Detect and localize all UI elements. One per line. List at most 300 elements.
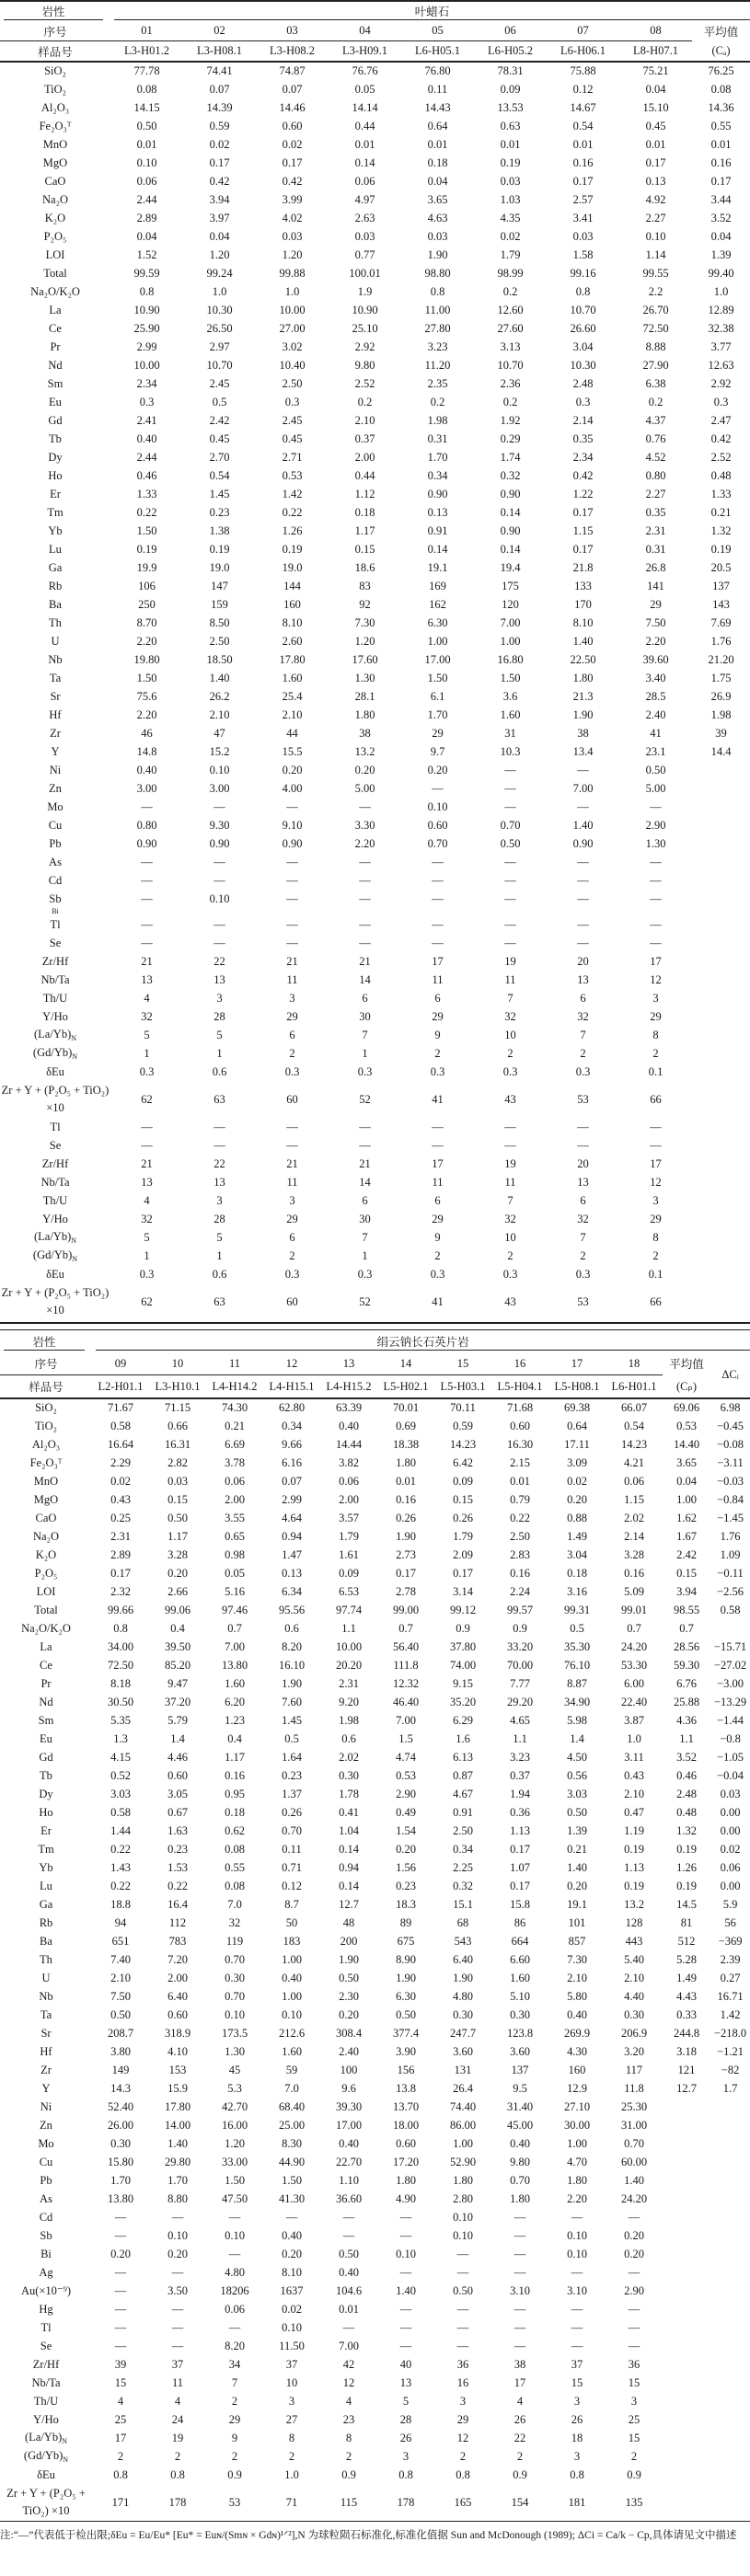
cell-value: 9.5 — [513, 2081, 527, 2095]
cell-value: — — [628, 2210, 640, 2224]
row-label-text: LOI — [45, 247, 65, 261]
cell-value: 1.40 — [396, 2283, 416, 2297]
cell-value: 12.9 — [567, 2081, 587, 2095]
cell-value: 1.0 — [713, 284, 729, 298]
row-label-text: Sm — [47, 376, 63, 390]
cell-value: 42 — [342, 2357, 355, 2371]
row-label — [0, 2374, 92, 2392]
cell-value: 30 — [359, 1009, 371, 1023]
row-label-text: Cu — [48, 818, 63, 832]
cell-value: 1 — [144, 1046, 150, 1060]
cell-value: −0.8 — [720, 1731, 741, 1745]
cell-value: 0.94 — [339, 1860, 359, 1874]
cell-value — [692, 1283, 750, 1320]
row-label — [0, 1748, 92, 1766]
cell-value — [692, 1118, 750, 1136]
cell-value: 52.40 — [107, 2099, 134, 2113]
cell-value: 0.6 — [284, 1621, 299, 1635]
cell-value: 1.40 — [209, 671, 230, 684]
cell-value: 115 — [340, 2495, 358, 2509]
cell-value: 4.50 — [567, 1750, 587, 1764]
row-label — [0, 2392, 92, 2410]
cell-value: 3.44 — [710, 192, 732, 206]
row-label — [0, 1877, 92, 1895]
cell-value: 0.20 — [282, 2247, 302, 2260]
cell-value: 0.17 — [110, 1566, 131, 1580]
cell-value: 14.5 — [676, 1897, 697, 1911]
cell-value: 1.0 — [212, 284, 227, 298]
row-label — [0, 742, 110, 761]
cell-value: — — [513, 2320, 526, 2334]
cell-value: — — [577, 1120, 589, 1133]
cell-value: 2.10 — [282, 707, 303, 721]
cell-value: — — [504, 1120, 516, 1133]
cell-value — [710, 2392, 750, 2410]
cell-value: 0.60 — [167, 2007, 188, 2021]
row-label — [0, 2429, 92, 2447]
cell-value: 10 — [285, 2375, 298, 2389]
cell-value: 53 — [577, 1092, 589, 1106]
cell-value — [663, 2374, 710, 2392]
table-row — [0, 466, 750, 485]
cell-value: 0.90 — [136, 836, 157, 850]
cell-value: 0.54 — [209, 468, 230, 482]
cell-value: 2.63 — [354, 211, 375, 224]
cell-value: 1 — [216, 1046, 223, 1060]
row-label-text: Eu — [49, 395, 62, 408]
cell-value: 71.67 — [107, 1401, 134, 1414]
table-row — [0, 2024, 750, 2042]
cell-value: — — [114, 2302, 127, 2316]
cell-value: 0.3 — [713, 395, 729, 408]
cell-value: 3.02 — [282, 339, 303, 353]
cell-value: 2.71 — [282, 450, 303, 464]
cell-value: 24.20 — [620, 2191, 648, 2205]
cell-value: 0.19 — [624, 1842, 644, 1856]
cell-value — [692, 798, 750, 816]
cell-value: 20.5 — [710, 560, 732, 574]
table-row — [0, 890, 750, 908]
cell-value: 3 — [289, 991, 295, 1005]
cell-value: 37.80 — [449, 1639, 477, 1653]
row-label-text: Ce — [49, 321, 62, 335]
cell-value: 0.20 — [624, 2228, 644, 2242]
cell-value: 0.91 — [453, 1805, 473, 1819]
cell-value: 36.60 — [335, 2191, 363, 2205]
cell-value: 0.40 — [136, 763, 157, 776]
cell-value: 0.48 — [710, 468, 732, 482]
cell-value: 0.2 — [430, 395, 445, 408]
cell-value: 0.2 — [357, 395, 373, 408]
cell-value: — — [141, 855, 153, 868]
cell-value: 17.11 — [564, 1437, 590, 1451]
row-label — [0, 614, 110, 632]
cell-value: 7.77 — [510, 1676, 530, 1690]
cell-value — [663, 2134, 710, 2153]
cell-value: 3 — [216, 1193, 223, 1207]
row-label — [0, 1155, 110, 1173]
cell-value: 0.17 — [453, 1566, 473, 1580]
cell-value: 26.4 — [453, 2081, 473, 2095]
cell-value: 1.15 — [624, 1492, 644, 1506]
cell-value: 18.50 — [206, 652, 233, 666]
cell-value: 18.38 — [392, 1437, 420, 1451]
cell-value: 178 — [397, 2495, 415, 2509]
cell-value: 32 — [504, 1212, 516, 1225]
cell-value: 3.14 — [453, 1584, 473, 1598]
cell-value — [692, 1136, 750, 1155]
cell-value: 0.33 — [676, 2007, 697, 2021]
cell-value: 1.98 — [339, 1713, 359, 1727]
cell-value — [692, 989, 750, 1007]
cell-value: 0.50 — [339, 2247, 359, 2260]
cell-value: 244.8 — [673, 2026, 700, 2040]
cell-value: 29 — [286, 1009, 298, 1023]
cell-value: 4 — [345, 2394, 352, 2408]
cell-value: 123.8 — [506, 2026, 534, 2040]
cell-value: 1.6 — [456, 1731, 470, 1745]
cell-value: 6 — [580, 1193, 586, 1207]
cell-value: 68 — [456, 1915, 469, 1929]
row-label — [0, 209, 110, 227]
cell-value: — — [228, 2247, 241, 2260]
cell-value — [710, 2116, 750, 2134]
table-row — [0, 540, 750, 558]
cell-value: 17 — [432, 954, 444, 968]
row-label-text: Tb — [40, 1768, 52, 1782]
cell-value: 2.10 — [354, 413, 375, 427]
cell-value: 17 — [513, 2375, 526, 2389]
row-label — [0, 1803, 92, 1822]
cell-value: 269.9 — [563, 2026, 591, 2040]
table-row — [0, 209, 750, 227]
cell-value: 8.70 — [136, 615, 157, 629]
cell-value: 72.50 — [107, 1658, 134, 1672]
cell-value: 9.66 — [282, 1437, 302, 1451]
cell-value: 0.50 — [339, 1971, 359, 1984]
row-label-text: Fe₂O₃ᵀ — [39, 119, 72, 132]
row-label-text: Tl — [50, 917, 61, 931]
cell-value: 0.22 — [110, 1842, 131, 1856]
cell-value: 0.58 — [110, 1805, 131, 1819]
cell-value: 0.42 — [282, 174, 303, 188]
column-number: 17 — [548, 1352, 606, 1375]
cell-value: 8 — [652, 1230, 659, 1244]
cell-value: 94 — [114, 1915, 127, 1929]
cell-value: 1.00 — [567, 2136, 587, 2150]
cell-value: 62 — [141, 1092, 153, 1106]
cell-value: 0.3 — [284, 1267, 300, 1281]
cell-value: — — [286, 799, 298, 813]
cell-value: 0.70 — [225, 1952, 245, 1966]
cell-value: 98.99 — [497, 266, 524, 280]
cell-value: 0.14 — [500, 505, 521, 519]
table-row — [0, 62, 750, 80]
cell-value — [663, 2263, 710, 2282]
row-label — [0, 1711, 92, 1730]
cell-value: 153 — [168, 2063, 187, 2076]
table-row — [0, 1417, 750, 1435]
cell-value: 1.13 — [624, 1860, 644, 1874]
cell-value: 0.90 — [500, 487, 521, 500]
cell-value: 3.04 — [572, 339, 594, 353]
cell-value: 1.1 — [679, 1731, 694, 1745]
cell-value: 0.44 — [354, 468, 375, 482]
table-row — [0, 834, 750, 853]
table-row — [0, 2392, 750, 2410]
table-row — [0, 1932, 750, 1950]
cell-value: 3.11 — [624, 1750, 644, 1764]
cell-value: 0.60 — [396, 2136, 416, 2150]
row-label-text: Sr — [40, 2026, 52, 2040]
cell-value: 0.17 — [510, 1842, 530, 1856]
cell-value: 0.32 — [500, 468, 521, 482]
cell-value: 41 — [432, 1294, 444, 1308]
cell-value — [710, 2263, 750, 2282]
cell-value: 119 — [225, 1934, 244, 1948]
cell-value: 1.00 — [500, 634, 521, 648]
cell-value: 2.41 — [136, 413, 157, 427]
cell-value: 1.45 — [282, 1713, 302, 1727]
cell-value: 131 — [454, 2063, 472, 2076]
cell-value: 15.1 — [453, 1897, 473, 1911]
row-label-text: CaO — [35, 1511, 57, 1524]
cell-value: 10.3 — [500, 744, 521, 758]
cell-value: 21.20 — [708, 652, 734, 666]
cell-value: — — [577, 1138, 589, 1152]
cell-value: 1.44 — [110, 1823, 131, 1837]
cell-value — [663, 2429, 710, 2447]
cell-value: 0.35 — [572, 431, 594, 445]
cell-value: 0.60 — [167, 1768, 188, 1782]
cell-value: 8.10 — [282, 615, 303, 629]
row-label — [0, 2355, 92, 2374]
cell-value: 0.88 — [567, 1511, 587, 1524]
cell-value: 0.3 — [502, 1267, 518, 1281]
cell-value: 0.01 — [572, 137, 594, 151]
row-label — [0, 1228, 110, 1247]
cell-value: 0.56 — [567, 1768, 587, 1782]
cell-value: 2.92 — [710, 376, 732, 390]
row-label — [0, 1472, 92, 1490]
cell-value: 206.9 — [620, 2026, 648, 2040]
row-label — [0, 1987, 92, 2006]
cell-value: 0.19 — [624, 1879, 644, 1892]
cell-value: 5.00 — [354, 781, 375, 795]
cell-value: 62.80 — [278, 1401, 306, 1414]
cell-value: 13.4 — [572, 744, 594, 758]
cell-value: 0.59 — [209, 119, 230, 132]
cell-value: 2 — [434, 1046, 441, 1060]
sample-id: L4-H14.2 — [206, 1375, 263, 1399]
row-label-text: Sr — [50, 689, 61, 703]
cell-value: 0.08 — [225, 1842, 245, 1856]
cell-value — [692, 1007, 750, 1026]
cell-value: 0.01 — [500, 137, 521, 151]
table-row — [0, 1454, 750, 1472]
row-label-subscript: N — [72, 1255, 78, 1263]
row-label-text: Cd — [39, 2210, 53, 2224]
row-label — [0, 264, 110, 282]
cell-value: 0.8 — [113, 1621, 128, 1635]
cell-value: 6.20 — [225, 1695, 245, 1708]
row-label-text: Nb — [39, 1989, 53, 2003]
cell-value: 2 — [507, 1046, 513, 1060]
cell-value: 1.50 — [282, 2173, 302, 2187]
cell-value: 2.80 — [453, 2191, 473, 2205]
table-row — [0, 98, 750, 117]
row-label-text: Yb — [39, 1860, 53, 1874]
cell-value: 5 — [216, 1028, 223, 1041]
cell-value: 7.40 — [110, 1952, 131, 1966]
table-row — [0, 485, 750, 503]
cell-value: 47.50 — [221, 2191, 248, 2205]
row-label-text: Y — [51, 744, 60, 758]
cell-value: 2.20 — [136, 707, 157, 721]
cell-value: 8 — [345, 2431, 352, 2444]
row-label-text: (Gd/Yb) — [32, 1046, 73, 1059]
cell-value: 71 — [285, 2495, 298, 2509]
cell-value: — — [432, 855, 444, 868]
cell-value: 443 — [625, 1934, 643, 1948]
column-number: 07 — [547, 21, 619, 41]
row-label — [0, 834, 110, 853]
cell-value: 72.50 — [642, 321, 669, 335]
cell-value: 1.00 — [282, 1989, 302, 2003]
row-label-text: (La/Yb) — [33, 1230, 72, 1243]
table-row — [0, 1247, 750, 1265]
cell-value: 15 — [628, 2375, 640, 2389]
row-label — [0, 952, 110, 971]
cell-value: 3.09 — [567, 1455, 587, 1469]
cell-value: 2.02 — [339, 1750, 359, 1764]
cell-value: 19 — [504, 1156, 516, 1170]
row-label — [0, 338, 110, 356]
row-label — [0, 1619, 92, 1638]
cell-value: 3.78 — [225, 1455, 245, 1469]
cell-value: 0.01 — [427, 137, 448, 151]
cell-value: 0.11 — [427, 82, 448, 96]
row-label — [0, 1932, 92, 1950]
row-label-text: Th — [40, 1952, 52, 1966]
cell-value: 75.21 — [642, 64, 669, 77]
cell-value: 1 — [362, 1046, 368, 1060]
sample-id: L6-H01.1 — [606, 1375, 663, 1399]
cell-value: 98.55 — [673, 1603, 700, 1616]
cell-value — [710, 2355, 750, 2374]
cell-value: 2.29 — [110, 1455, 131, 1469]
cell-value: 21 — [141, 954, 153, 968]
row-label — [0, 503, 110, 522]
cell-value: 1.30 — [225, 2044, 245, 2058]
table-row — [0, 2447, 750, 2466]
table-row — [0, 1398, 750, 1417]
cell-value: 1.30 — [645, 836, 666, 850]
row-label — [0, 2208, 92, 2226]
table-row — [0, 154, 750, 172]
cell-value: 0.7 — [679, 1621, 694, 1635]
cell-value — [692, 779, 750, 798]
cell-value: −0.08 — [717, 1437, 744, 1451]
table-row — [0, 871, 750, 890]
row-label-text: Zr/Hf — [41, 1156, 69, 1170]
cell-value: 29 — [432, 1009, 444, 1023]
cell-value: 2.00 — [354, 450, 375, 464]
cell-value: 29 — [432, 726, 444, 740]
table-row — [0, 2484, 750, 2521]
table-row — [0, 952, 750, 971]
sample-id: L5-H03.1 — [434, 1375, 491, 1399]
row-label-text: Y — [41, 2081, 51, 2095]
cell-value: 41 — [650, 726, 662, 740]
cell-value: 0.53 — [282, 468, 303, 482]
cell-value: 0.12 — [572, 82, 594, 96]
cell-value: 7.30 — [567, 1952, 587, 1966]
cell-value: 0.06 — [225, 1474, 245, 1488]
row-label-text: P₂O₅ — [34, 1566, 58, 1580]
cell-value: 0.2 — [502, 284, 518, 298]
cell-value: 0.69 — [396, 1419, 416, 1432]
cell-value: 0.3 — [430, 1267, 445, 1281]
row-label — [0, 1398, 92, 1417]
row-label-text: Yb — [48, 523, 63, 537]
row-label-text: Se — [49, 1138, 62, 1152]
cell-value: 4 — [144, 1193, 150, 1207]
cell-value: 11.50 — [279, 2339, 305, 2352]
row-label-text: Fe₂O₃ᵀ — [29, 1455, 63, 1469]
cell-value: 2.10 — [624, 1971, 644, 1984]
row-label — [0, 172, 110, 190]
row-label — [0, 2079, 92, 2098]
cell-value: — — [504, 891, 516, 905]
cell-value: 0.10 — [167, 2228, 188, 2242]
cell-value: 0.9 — [513, 2467, 527, 2481]
cell-value: 75.6 — [136, 689, 157, 703]
cell-value: 4.15 — [110, 1750, 131, 1764]
table-row — [0, 706, 750, 724]
row-label-text: Ag — [39, 2265, 53, 2279]
cell-value: 14.3 — [110, 2081, 131, 2095]
cell-value: 4.65 — [510, 1713, 530, 1727]
row-label-text: Ni — [40, 2099, 52, 2113]
cell-value: 34 — [228, 2357, 241, 2371]
table-row — [0, 632, 750, 650]
cell-value: — — [650, 1138, 662, 1152]
cell-value: 0.90 — [572, 836, 594, 850]
cell-value: — — [513, 2247, 526, 2260]
cell-value: — — [114, 2265, 127, 2279]
table-row — [0, 1895, 750, 1914]
cell-value: 5.79 — [167, 1713, 188, 1727]
column-number: 09 — [92, 1352, 149, 1375]
cell-value: 1.0 — [627, 1731, 641, 1745]
cell-value: 69.38 — [563, 1401, 591, 1414]
cell-value: 10.00 — [279, 303, 306, 316]
cell-value: 143 — [712, 597, 730, 611]
cell-value: 0.06 — [225, 2302, 245, 2316]
cell-value: 2.00 — [225, 1492, 245, 1506]
row-label-text: Hf — [49, 707, 62, 721]
cell-value: 7.00 — [339, 2339, 359, 2352]
cell-value: — — [359, 891, 371, 905]
cell-value: −1.21 — [717, 2044, 744, 2058]
cell-value: 99.55 — [642, 266, 669, 280]
cell-value: 2.31 — [339, 1676, 359, 1690]
cell-value: 13 — [577, 972, 589, 986]
table-row — [0, 2374, 750, 2392]
row-label — [0, 374, 110, 393]
table-row — [0, 1136, 750, 1155]
